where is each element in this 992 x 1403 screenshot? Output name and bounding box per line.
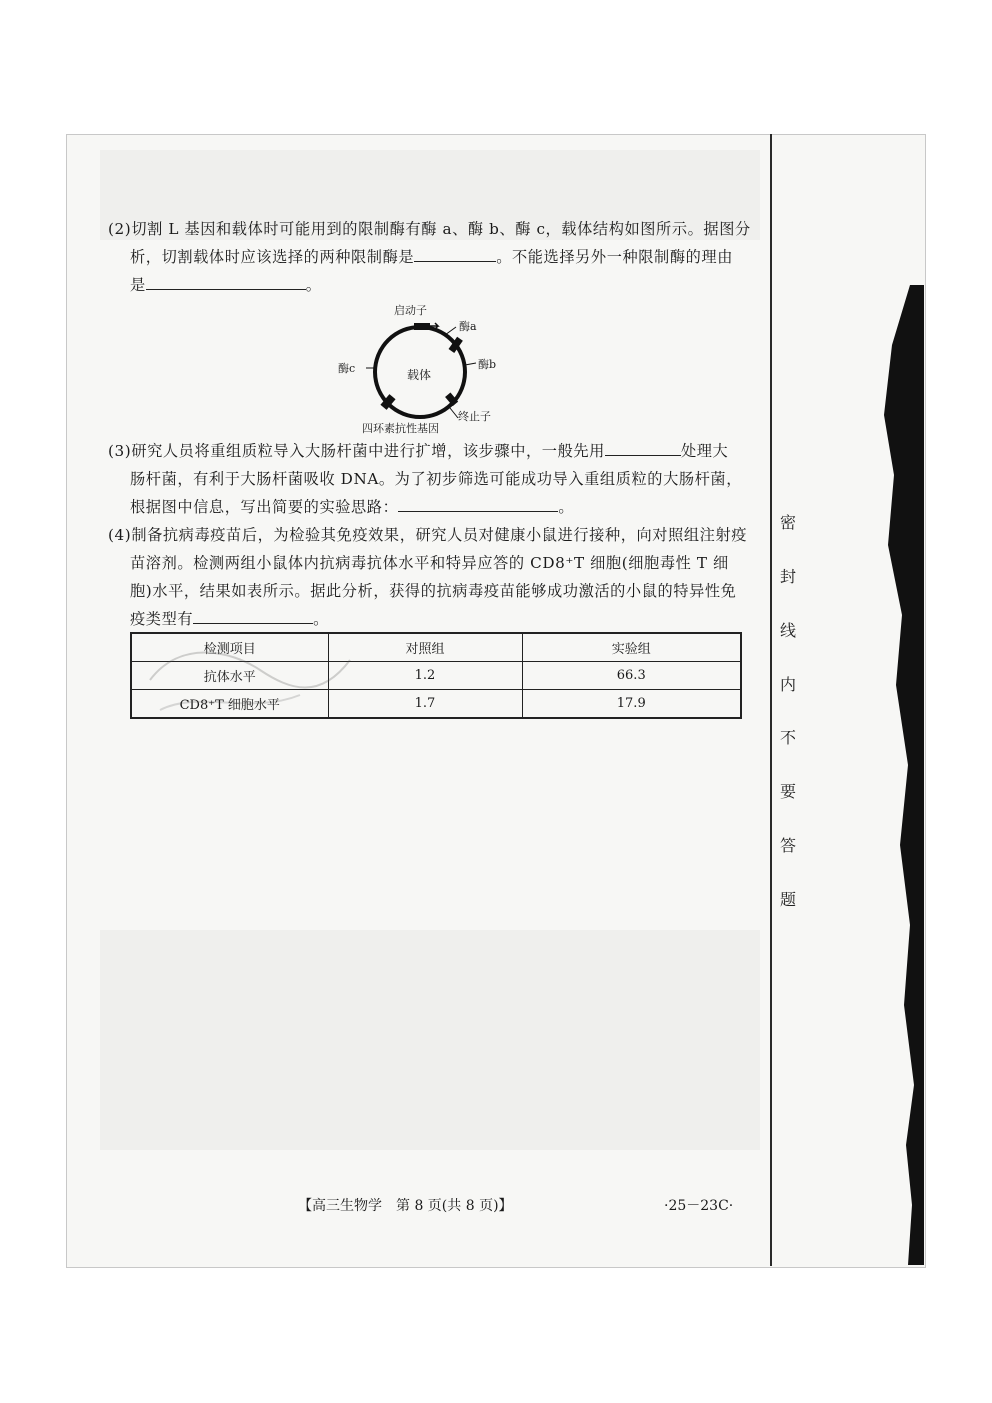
answer-blank-enzymes[interactable] — [414, 243, 496, 262]
label-promoter: 启动子 — [394, 304, 427, 317]
enzyme-a-tick — [445, 327, 456, 335]
binding-char: 密 — [779, 513, 796, 532]
q3-text: (3)研究人员将重组质粒导入大肠杆菌中进行扩增，该步骤中，一般先用 — [108, 442, 605, 460]
label-enzyme-a: 酶a — [459, 320, 477, 333]
table-header-cell: 检测项目 — [131, 633, 328, 662]
label-vector: 载体 — [407, 368, 432, 382]
q2-line-2 — [130, 243, 733, 271]
label-terminator: 终止子 — [458, 410, 491, 423]
table-header-cell: 实验组 — [522, 633, 741, 662]
table-cell: CD8⁺T 细胞水平 — [131, 690, 328, 719]
label-resistance-gene: 四环素抗性基因 — [362, 422, 439, 435]
table-cell: 1.2 — [328, 662, 522, 690]
footer-code: ·25－23C· — [664, 1198, 734, 1214]
answer-blank-treatment[interactable] — [605, 437, 681, 456]
q4-text: 。 — [313, 610, 329, 628]
label-enzyme-b: 酶b — [478, 358, 497, 371]
q4-line-3: 胞)水平，结果如表所示。据此分析，获得的抗病毒疫苗能够成功激活的小鼠的特异性免 — [130, 582, 737, 600]
enzyme-b-tick — [465, 363, 476, 365]
torn-edge — [880, 285, 924, 1265]
binding-char: 题 — [779, 889, 796, 909]
binding-notice — [776, 510, 800, 910]
q3-line-2: 肠杆菌，有利于大肠杆菌吸收 DNA。为了初步筛选可能成功导入重组质粒的大肠杆菌， — [130, 470, 743, 488]
q2-text: 是 — [130, 276, 146, 294]
q3-text: 。 — [558, 498, 575, 516]
answer-blank-reason[interactable] — [146, 271, 306, 290]
binding-char: 不 — [779, 728, 796, 748]
answer-blank-method[interactable] — [398, 493, 558, 512]
footer-page-info: 【高三生物学 第 8 页(共 8 页)】 — [298, 1198, 513, 1214]
label-enzyme-c: 酶c — [338, 362, 356, 375]
table-cell: 抗体水平 — [131, 662, 328, 690]
table-cell: 17.9 — [522, 690, 741, 719]
terminator-tick — [450, 408, 458, 418]
q2-line-1: (2)切割 L 基因和载体时可能用到的限制酶有酶 a、酶 b、酶 c，载体结构如图所示。据图分 — [108, 220, 751, 238]
q3-text: 处理大 — [680, 442, 729, 460]
binding-char: 要 — [779, 782, 796, 802]
binding-char: 线 — [779, 620, 796, 640]
pencil-scribble — [140, 620, 360, 730]
bleed-through-shadow — [100, 930, 760, 1150]
table-cell: 66.3 — [522, 662, 741, 690]
binding-char: 封 — [779, 566, 796, 586]
q2-text: 。 — [305, 276, 322, 294]
q4-line-1: (4)制备抗病毒疫苗后，为检验其免疫效果，研究人员对健康小鼠进行接种，向对照组注射疫 — [108, 526, 748, 544]
binding-char: 答 — [779, 836, 796, 856]
q2-text: 。不能选择另外一种限制酶的理由 — [496, 248, 733, 266]
table-cell: 1.7 — [328, 690, 522, 719]
promoter-block — [414, 323, 430, 330]
q2-text: 析，切割载体时应该选择的两种限制酶是 — [130, 248, 415, 266]
q3-line-1 — [108, 437, 728, 465]
table-header-cell: 对照组 — [328, 633, 522, 662]
q3-line-3 — [130, 493, 574, 521]
q2-line-3 — [130, 271, 322, 299]
binding-char: 内 — [779, 674, 796, 694]
q4-text: 疫类型有 — [130, 610, 194, 628]
q4-line-2: 苗溶剂。检测两组小鼠体内抗病毒抗体水平和特异应答的 CD8⁺T 细胞(细胞毒性 T 细 — [130, 554, 729, 572]
q3-text: 根据图中信息，写出简要的实验思路： — [130, 498, 399, 516]
binding-line — [770, 134, 772, 1266]
